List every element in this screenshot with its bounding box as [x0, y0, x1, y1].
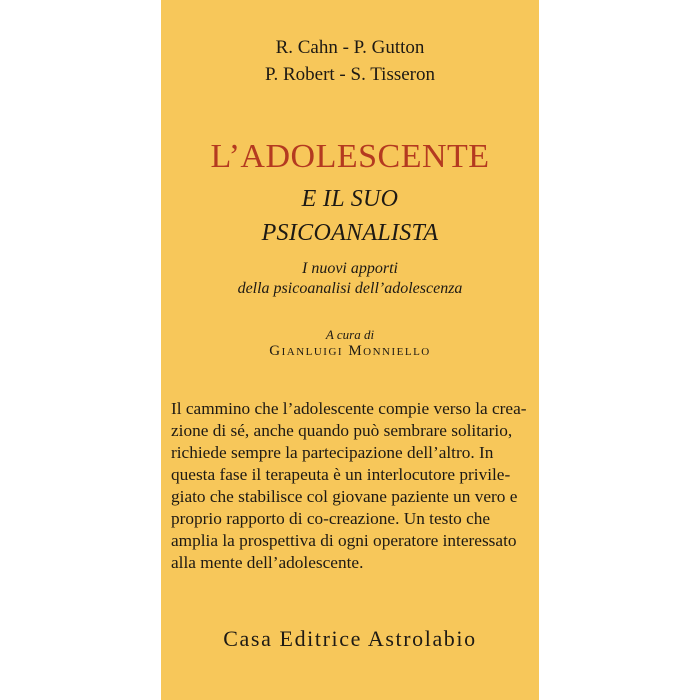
- blurb-line: amplia la prospettiva di ogni operatore interessato: [171, 531, 517, 550]
- book-title: L’ADOLESCENTE: [210, 138, 490, 175]
- cover-blurb: [161, 398, 539, 574]
- blurb-line: richiede sempre la partecipazione dell’altro. In: [171, 443, 494, 462]
- publisher-name: Casa Editrice Astrolabio: [223, 626, 477, 651]
- blurb-line: zione di sé, anche quando può sembrare solitario,: [171, 421, 513, 440]
- title-line-3: PSICOANALISTA: [261, 220, 439, 246]
- blurb-line: Il cammino che l’adolescente compie verso la crea-: [171, 399, 527, 418]
- blurb-line: proprio rapporto di co-creazione. Un testo che: [171, 509, 491, 528]
- blurb-line: alla mente dell’adolescente.: [171, 553, 364, 572]
- book-subtitle: [161, 259, 539, 299]
- authors-line-1: R. Cahn - P. Gutton: [275, 37, 425, 58]
- editor-name: Gianluigi Monniello: [269, 343, 431, 359]
- book-title-continued: [161, 182, 539, 250]
- authors-line-2: P. Robert - S. Tisseron: [265, 64, 435, 85]
- title-line-2: E IL SUO: [301, 186, 399, 212]
- editor-label: A cura di: [325, 327, 375, 342]
- blurb-line: giato che stabilisce col giovane paziente un vero e: [171, 487, 518, 506]
- authors: [161, 34, 539, 88]
- subtitle-line-2: della psicoanalisi dell’adolescenza: [237, 280, 463, 297]
- book-cover: [161, 0, 539, 700]
- subtitle-line-1: I nuovi apporti: [302, 260, 398, 277]
- blurb-line: questa fase il terapeuta è un interlocutore privile-: [171, 465, 511, 484]
